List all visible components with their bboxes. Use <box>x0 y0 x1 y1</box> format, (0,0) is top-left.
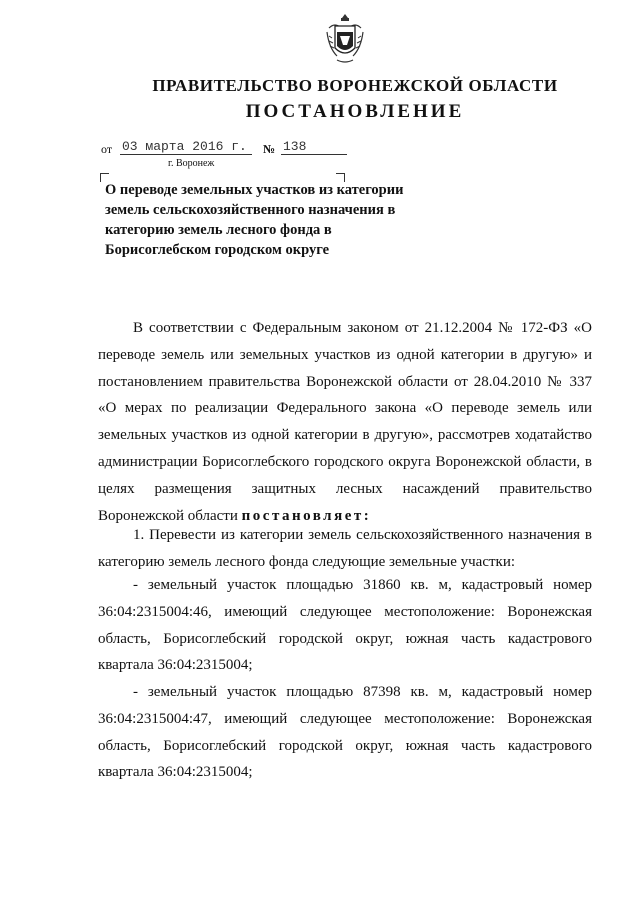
government-title: ПРАВИТЕЛЬСТВО ВОРОНЕЖСКОЙ ОБЛАСТИ <box>152 76 558 95</box>
document-type: ПОСТАНОВЛЕНИЕ <box>245 101 465 122</box>
date-value: 03 марта 2016 г. <box>120 139 252 155</box>
number-prefix: № <box>263 142 276 156</box>
land-plot-1-paragraph: - земельный участок площадью 31860 кв. м, кадастровый номер 36:04:2315004:46, имеющий следующее местоположение: Воронежская область, Борисоглебский городской округ, южная часть кадастрового квартала 36:04:2315004; <box>98 577 592 674</box>
city-label: г. Воронеж <box>168 158 215 169</box>
preamble-paragraph <box>98 315 592 529</box>
resolution-verb: постановляет: <box>241 507 372 524</box>
coat-of-arms-emblem <box>325 12 365 68</box>
number-value: 138 <box>281 139 347 155</box>
document-subject: О переводе земельных участков из категории земель сельскохозяйственного назначения в категорию земель лесного фонда в Борисоглебском городском округе <box>105 182 404 258</box>
preamble-text: В соответствии с Федеральным законом от 21.12.2004 № 172-ФЗ «О переводе земель или земельных участков из одной категории в другую» и постановлением правительства Воронежской области от 28.04.2010 № 337 «О мерах по реализации Федерального закона «О переводе земель или земельных участков из одной категории в другую», рассмотрев ходатайство администрации Борисоглебского городского округа Воронежской области, в целях размещения защитных лесных насаждений правительство Воронежской области <box>98 320 592 524</box>
item-1-paragraph: 1. Перевести из категории земель сельскохозяйственного назначения в категорию земель лесного фонда следующие земельные участки: <box>98 527 592 570</box>
date-prefix: от <box>101 142 113 156</box>
land-plot-2-paragraph: - земельный участок площадью 87398 кв. м, кадастровый номер 36:04:2315004:47, имеющий следующее местоположение: Воронежская область, Борисоглебский городской округ, южная часть кадастрового квартала 36:04:2315004; <box>98 684 592 781</box>
